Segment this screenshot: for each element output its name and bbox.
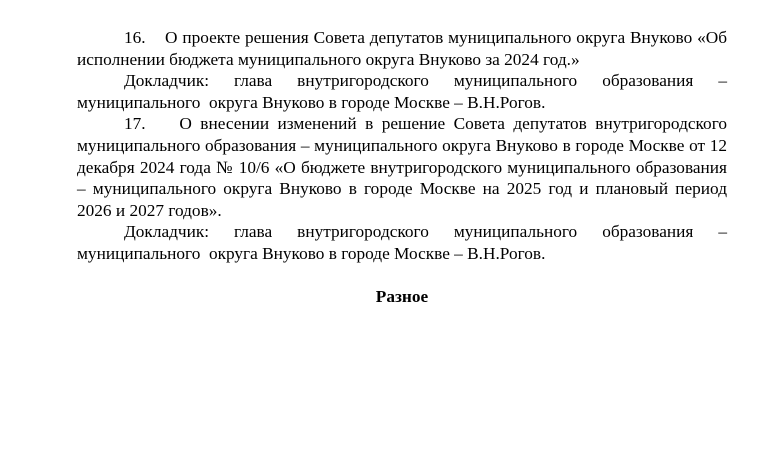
agenda-item-17: 17. О внесении изменений в решение Совета депутатов внутригородского муниципального образования – муниципального округа Внуково в городе Москве от 12 декабря 2024 года № 10/6 «О бюджете внутригородского муниципального образования – муниципального округа Внуково в городе Москве на 2025 год и плановый период 2026 и 2027 годов».: [77, 114, 727, 220]
agenda-item-16-speaker: Докладчик: глава внутригородского муниципального образования – муниципального округа Внуково в городе Москве – В.Н.Рогов.: [77, 71, 727, 112]
agenda-item-17-speaker: Докладчик: глава внутригородского муниципального образования – муниципального округа Внуково в городе Москве – В.Н.Рогов.: [77, 222, 727, 263]
agenda-item-16: 16. О проекте решения Совета депутатов муниципального округа Внуково «Об исполнении бюджета муниципального округа Внуково за 2024 год.»: [77, 28, 727, 69]
section-heading: Разное: [375, 286, 429, 306]
document-body: [77, 27, 727, 307]
